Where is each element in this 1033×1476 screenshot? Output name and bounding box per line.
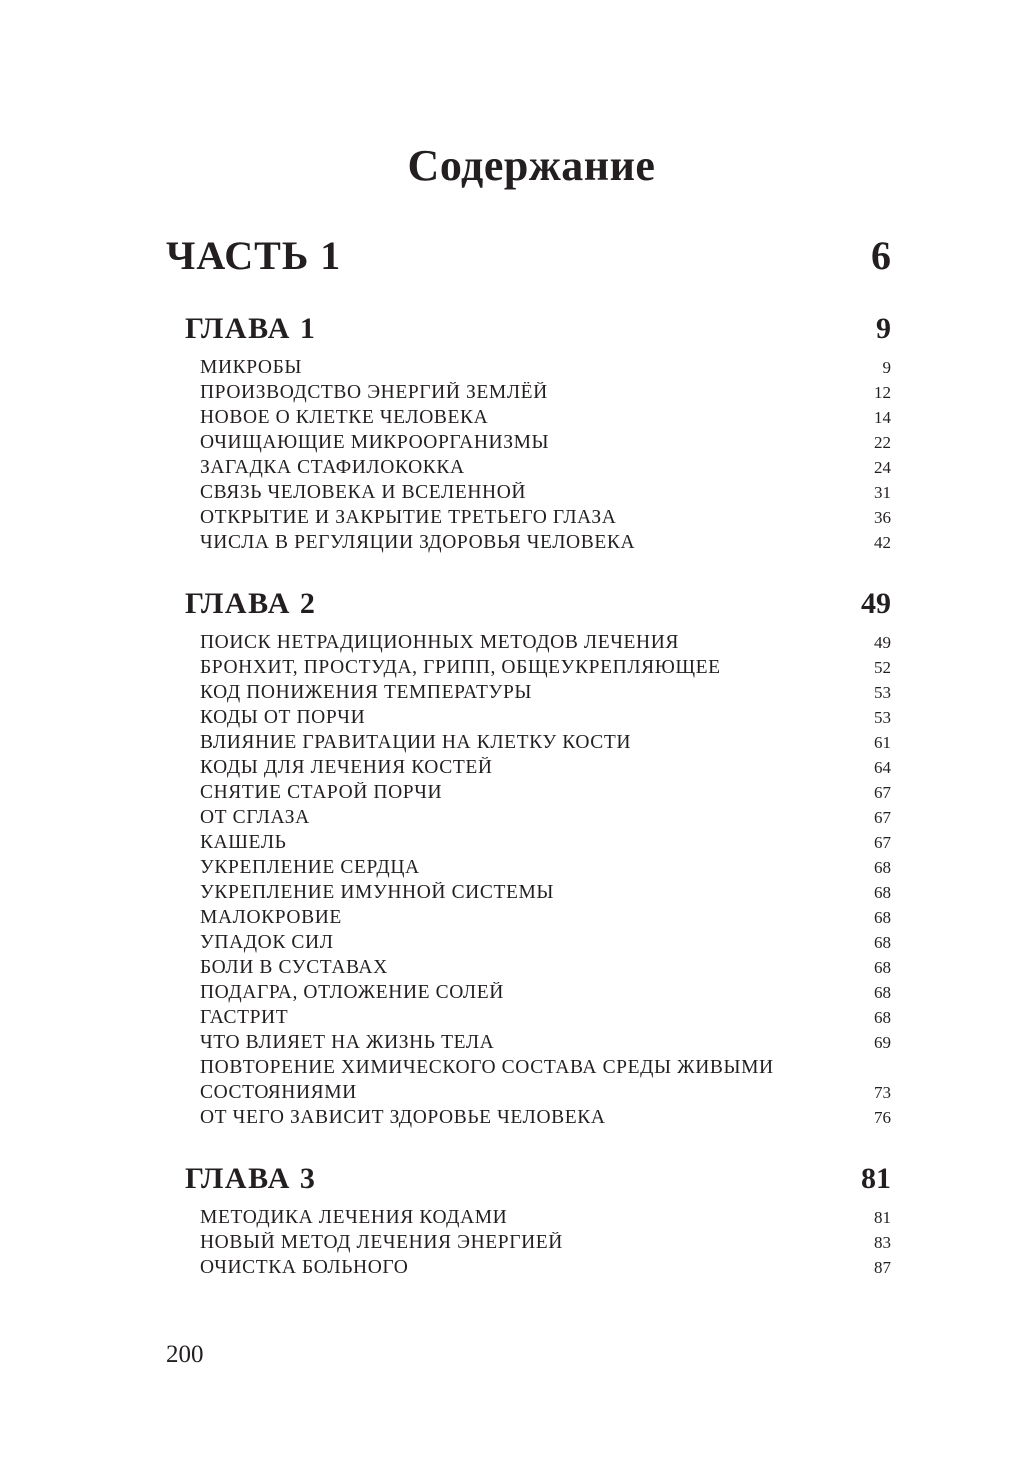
entry-label: ГАСТРИТ [200,1007,289,1028]
entry-page: 81 [874,1208,891,1227]
entry-page: 68 [874,883,891,902]
entry-label: ПРОИЗВОДСТВО ЭНЕРГИЙ ЗЕМЛЁЙ [200,382,548,403]
entry-label: ПОИСК НЕТРАДИЦИОННЫХ МЕТОДОВ ЛЕЧЕНИЯ [200,632,680,653]
entry-label: МЕТОДИКА ЛЕЧЕНИЯ КОДАМИ [200,1207,508,1228]
part-page: 6 [871,233,891,278]
entry-label: КАШЕЛЬ [200,832,287,853]
entry-page: 67 [874,808,891,827]
chapter-page: 49 [861,587,891,620]
entry-page: 68 [874,908,891,927]
toc-entry[interactable] [200,507,891,532]
entry-page: 31 [874,483,891,502]
toc-entry[interactable] [200,407,891,432]
entry-label: ОЧИЩАЮЩИЕ МИКРООРГАНИЗМЫ [200,432,550,453]
toc-entry[interactable] [200,1007,891,1032]
chapter-label: ГЛАВА 2 [185,587,317,620]
entry-label: КОД ПОНИЖЕНИЯ ТЕМПЕРАТУРЫ [200,682,533,703]
entry-page: 9 [882,358,891,377]
chapter-label: ГЛАВА 1 [185,312,317,345]
chapter-label: ГЛАВА 3 [185,1162,317,1195]
toc-entry[interactable] [200,632,891,657]
entry-page: 68 [874,983,891,1002]
toc-entry[interactable] [200,782,891,807]
toc-entry[interactable] [200,1207,891,1232]
entry-label: ОТ ЧЕГО ЗАВИСИТ ЗДОРОВЬЕ ЧЕЛОВЕКА [200,1107,606,1128]
entry-label: МИКРОБЫ [200,357,302,378]
entry-page: 53 [874,683,891,702]
entry-page: 83 [874,1233,891,1252]
toc-entry[interactable] [200,432,891,457]
entry-label: УПАДОК СИЛ [200,932,334,953]
entry-label: КОДЫ ДЛЯ ЛЕЧЕНИЯ КОСТЕЙ [200,757,493,778]
entry-page: 67 [874,783,891,802]
toc-entry[interactable] [200,657,891,682]
toc-entry[interactable] [200,1032,891,1057]
entry-page: 64 [874,758,891,777]
entry-page: 53 [874,708,891,727]
entry-page: 42 [874,533,891,552]
toc-entry[interactable] [200,807,891,832]
entry-label: ОТКРЫТИЕ И ЗАКРЫТИЕ ТРЕТЬЕГО ГЛАЗА [200,507,617,528]
entry-label: НОВОЕ О КЛЕТКЕ ЧЕЛОВЕКА [200,407,489,428]
toc-entry[interactable] [200,732,891,757]
entry-label: СНЯТИЕ СТАРОЙ ПОРЧИ [200,782,443,803]
entry-label: НОВЫЙ МЕТОД ЛЕЧЕНИЯ ЭНЕРГИЕЙ [200,1232,563,1253]
toc-entry[interactable] [200,982,891,1007]
entry-page: 68 [874,958,891,977]
entry-label: УКРЕПЛЕНИЕ СЕРДЦА [200,857,420,878]
toc-chapter[interactable] [185,1162,891,1200]
entry-label: БОЛИ В СУСТАВАХ [200,957,388,978]
toc-entry[interactable] [200,357,891,382]
toc-entry[interactable] [200,832,891,857]
entry-label: БРОНХИТ, ПРОСТУДА, ГРИПП, ОБЩЕУКРЕПЛЯЮЩЕЕ [200,657,721,678]
entry-label: ОТ СГЛАЗА [200,807,310,828]
toc-entry[interactable] [200,532,891,557]
toc-entry[interactable] [200,682,891,707]
entry-label: СВЯЗЬ ЧЕЛОВЕКА И ВСЕЛЕННОЙ [200,482,527,503]
page-title: Содержание [407,141,656,190]
toc-entry[interactable] [200,1257,891,1282]
toc-entry[interactable] [200,957,891,982]
toc-entry[interactable] [200,857,891,882]
entry-label-line1: ПОВТОРЕНИЕ ХИМИЧЕСКОГО СОСТАВА СРЕДЫ ЖИВЫМИ [200,1057,774,1078]
toc-chapter[interactable] [185,587,891,625]
entry-page: 73 [874,1083,891,1102]
toc-entry[interactable] [200,757,891,782]
toc-entry[interactable] [200,707,891,732]
entry-page: 49 [874,633,891,652]
entry-page: 67 [874,833,891,852]
toc-entry[interactable] [200,1232,891,1257]
toc-entry[interactable] [200,932,891,957]
entry-label: ВЛИЯНИЕ ГРАВИТАЦИИ НА КЛЕТКУ КОСТИ [200,732,632,753]
toc-entry[interactable] [200,457,891,482]
toc-entry[interactable] [200,482,891,507]
entry-label: ЧИСЛА В РЕГУЛЯЦИИ ЗДОРОВЬЯ ЧЕЛОВЕКА [200,532,636,553]
entry-page: 68 [874,1008,891,1027]
entry-label: ПОДАГРА, ОТЛОЖЕНИЕ СОЛЕЙ [200,982,504,1003]
toc-entry[interactable] [200,882,891,907]
entry-label: СОСТОЯНИЯМИ [200,1082,357,1103]
entry-label: ЗАГАДКА СТАФИЛОКОККА [200,457,465,478]
toc-part[interactable] [166,232,891,282]
chapter-page: 9 [876,312,891,345]
entry-label: МАЛОКРОВИЕ [200,907,342,928]
page-number: 200 [166,1341,204,1368]
entry-page: 24 [874,458,891,477]
entry-page: 14 [874,408,891,427]
entry-page: 69 [874,1033,891,1052]
entry-page: 76 [874,1108,891,1127]
toc-entry[interactable] [200,382,891,407]
chapter-page: 81 [861,1162,891,1195]
toc-entry[interactable] [200,1082,891,1107]
part-label: ЧАСТЬ 1 [166,233,342,278]
entry-page: 68 [874,933,891,952]
entry-label: ЧТО ВЛИЯЕТ НА ЖИЗНЬ ТЕЛА [200,1032,495,1053]
entry-page: 61 [874,733,891,752]
entry-page: 12 [874,383,891,402]
entry-label: КОДЫ ОТ ПОРЧИ [200,707,366,728]
toc-entry[interactable] [200,907,891,932]
entry-page: 52 [874,658,891,677]
entry-label: ОЧИСТКА БОЛЬНОГО [200,1257,409,1278]
entry-page: 22 [874,433,891,452]
toc-entry[interactable] [200,1107,891,1132]
entry-page: 68 [874,858,891,877]
entry-page: 87 [874,1258,891,1277]
toc-chapter[interactable] [185,312,891,350]
entry-page: 36 [874,508,891,527]
entry-label: УКРЕПЛЕНИЕ ИМУННОЙ СИСТЕМЫ [200,882,555,903]
